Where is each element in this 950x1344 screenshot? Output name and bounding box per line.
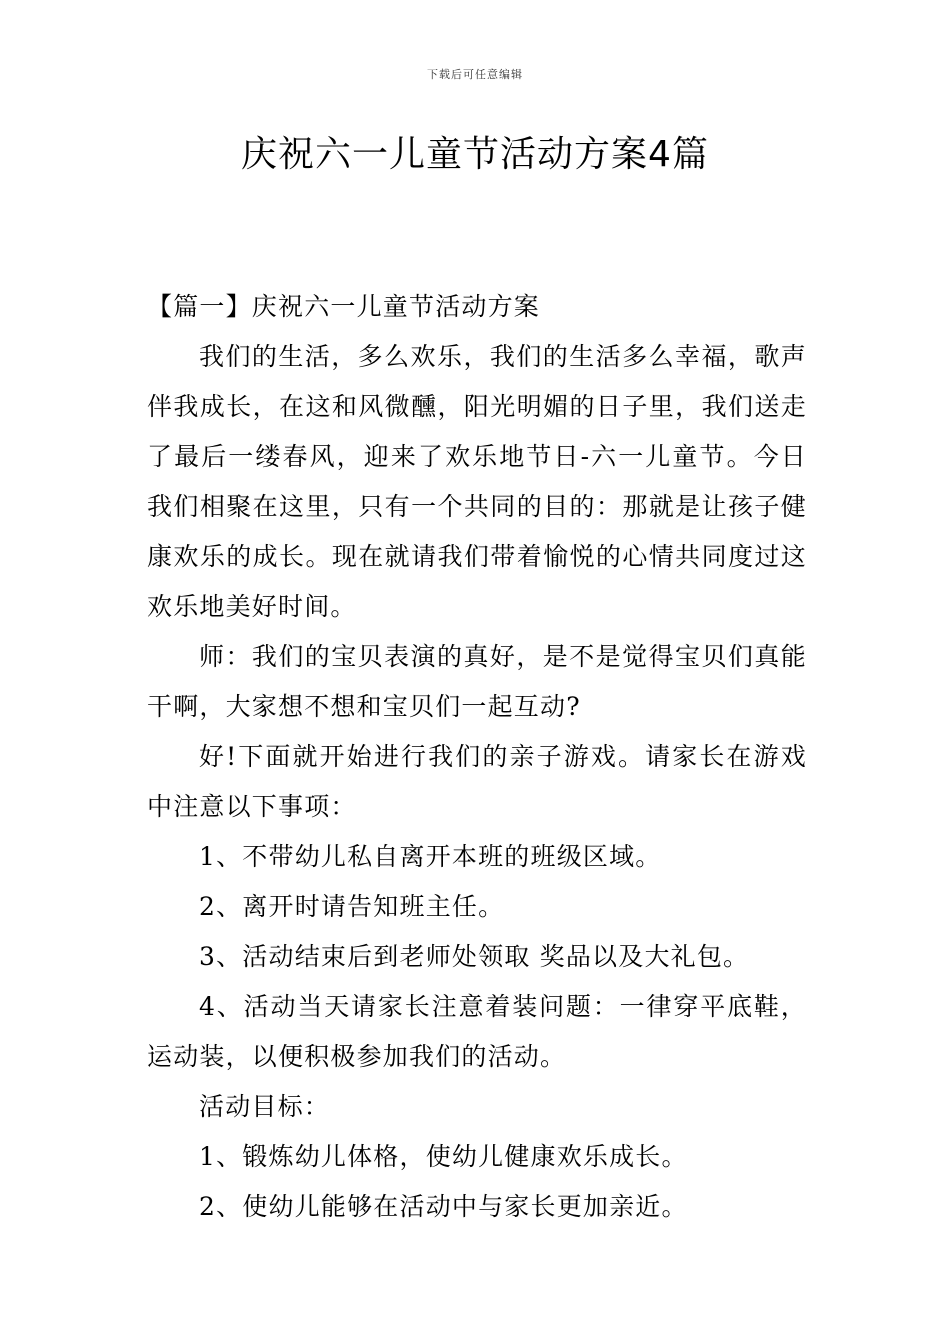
list-item: 2、离开时请告知班主任。: [199, 892, 505, 921]
list-item: 4、活动当天请家长注意着装问题：一律穿平底鞋，运动装，以便积极参加我们的活动。: [147, 992, 807, 1071]
subheading: 活动目标：: [199, 1092, 331, 1121]
paragraph: 好!下面就开始进行我们的亲子游戏。请家长在游戏中注意以下事项：: [147, 742, 807, 821]
list-item: 2、使幼儿能够在活动中与家长更加亲近。: [199, 1192, 688, 1221]
document-title: 庆祝六一儿童节活动方案4篇: [241, 134, 709, 175]
list-item: 1、锻炼幼儿体格，使幼儿健康欢乐成长。: [199, 1142, 688, 1171]
list-item: 1、不带幼儿私自离开本班的班级区域。: [199, 842, 662, 871]
header-note: 下载后可任意编辑: [427, 68, 523, 81]
document-body: [147, 282, 807, 1232]
section-heading: 【篇一】庆祝六一儿童节活动方案: [147, 292, 541, 321]
paragraph: 师：我们的宝贝表演的真好，是不是觉得宝贝们真能干啊，大家想不想和宝贝们一起互动?: [147, 642, 807, 721]
paragraph: 我们的生活，多么欢乐，我们的生活多么幸福，歌声伴我成长，在这和风微醺，阳光明媚的日子里，我们送走了最后一缕春风，迎来了欢乐地节日-六一儿童节。今日我们相聚在这里，只有一个共同的目的：那就是让孩子健康欢乐的成长。现在就请我们带着愉悦的心情共同度过这欢乐地美好时间。: [147, 342, 807, 621]
list-item: 3、活动结束后到老师处领取 奖品以及大礼包。: [199, 942, 750, 971]
